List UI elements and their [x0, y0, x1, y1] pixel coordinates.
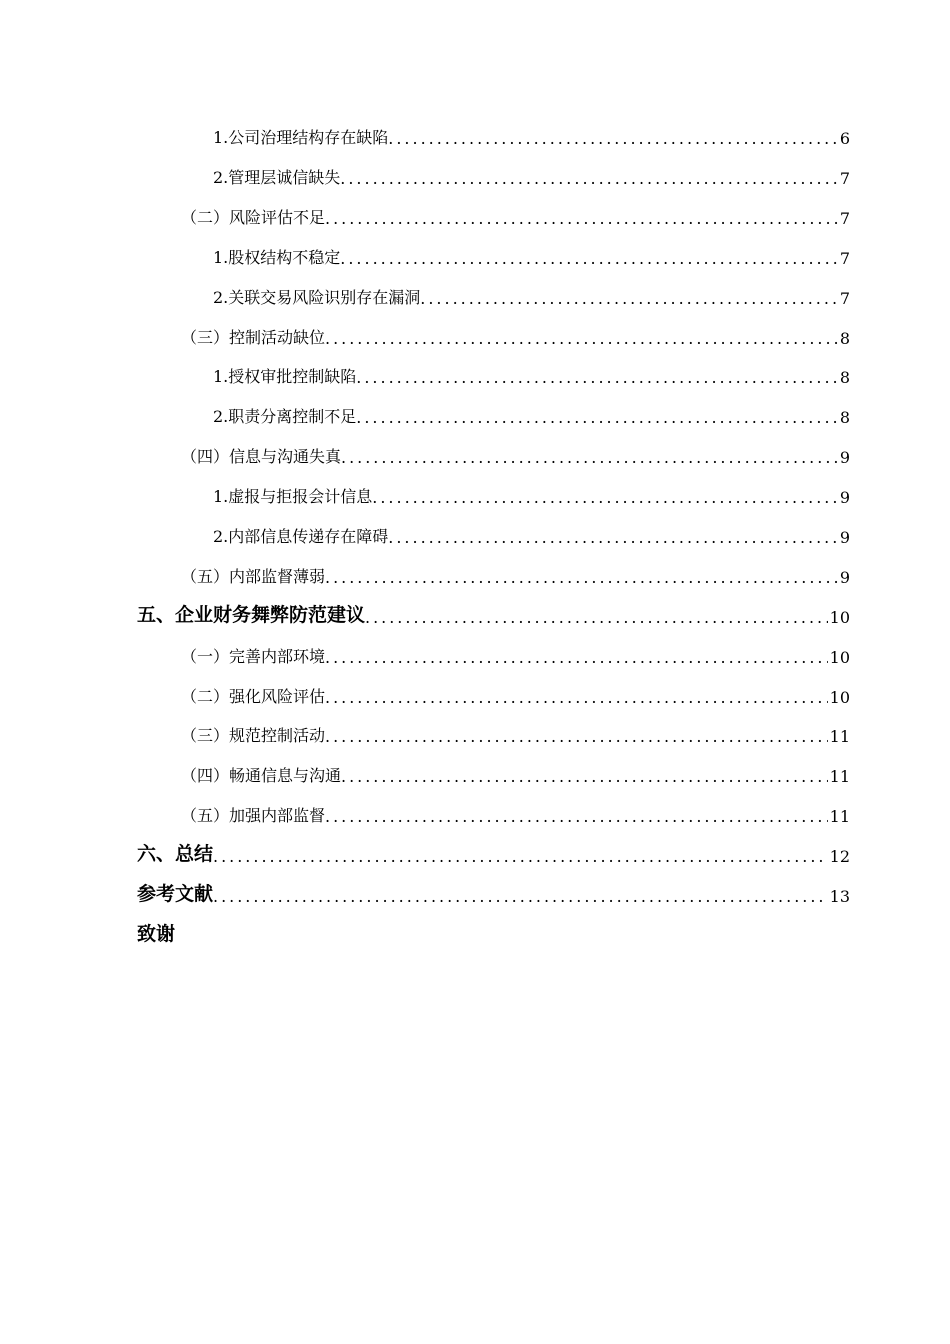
toc-entry[interactable] [213, 361, 850, 391]
toc-entry-title: 2.关联交易风险识别存在漏洞 [213, 288, 421, 307]
toc-entry-page: 9 [839, 568, 850, 587]
toc-entry[interactable] [181, 760, 850, 790]
toc-dot-leader [325, 209, 838, 232]
toc-dot-leader [341, 448, 838, 471]
toc-entry[interactable] [213, 521, 850, 551]
toc-entry[interactable] [213, 282, 850, 312]
toc-entry-title: 五、企业财务舞弊防范建议 [137, 604, 366, 626]
toc-dot-leader [325, 688, 828, 711]
toc-dot-leader [356, 408, 838, 431]
toc-entry-title: （四）信息与沟通失真 [181, 447, 342, 466]
toc-entry-title: 2.内部信息传递存在障碍 [213, 527, 389, 546]
toc-dot-leader [340, 169, 838, 192]
toc-entry-page: 11 [829, 807, 850, 826]
toc-entry-title: 1.授权审批控制缺陷 [213, 367, 357, 386]
toc-entry-title: （五）加强内部监督 [181, 806, 326, 825]
toc-entry[interactable] [137, 601, 850, 631]
toc-entry-page: 7 [839, 209, 850, 228]
toc-dot-leader [388, 528, 838, 551]
toc-dot-leader [325, 329, 838, 352]
toc-dot-leader [213, 887, 828, 910]
toc-entry[interactable] [181, 202, 850, 232]
toc-entry-title: 六、总结 [137, 843, 214, 865]
toc-entry[interactable] [181, 561, 850, 591]
toc-entry[interactable] [213, 481, 850, 511]
toc-entry-page: 11 [829, 727, 850, 746]
toc-dot-leader [325, 648, 828, 671]
toc-entry[interactable] [181, 322, 850, 352]
toc-entry-page: 7 [839, 169, 850, 188]
toc-entry-title: （四）畅通信息与沟通 [181, 766, 342, 785]
toc-dot-leader [388, 129, 838, 152]
toc-entry-page: 8 [839, 408, 850, 427]
toc-entry-page: 11 [829, 767, 850, 786]
toc-entry-page: 10 [829, 608, 850, 627]
toc-entry[interactable] [181, 441, 850, 471]
toc-entry-title: 参考文献 [137, 883, 214, 905]
toc-entry-page: 12 [829, 847, 850, 866]
toc-entry-page: 9 [839, 448, 850, 467]
toc-entry-page: 10 [829, 688, 850, 707]
toc-entry-title: 2.管理层诚信缺失 [213, 168, 341, 187]
toc-entry[interactable] [181, 641, 850, 671]
toc-dot-leader [372, 488, 838, 511]
toc-entry-title: 1.虚报与拒报会计信息 [213, 487, 373, 506]
toc-entry-page: 7 [839, 249, 850, 268]
toc-dot-leader [340, 249, 838, 272]
toc-entry-page: 8 [839, 329, 850, 348]
toc-dot-leader [325, 568, 838, 591]
toc-entry[interactable] [137, 880, 850, 910]
toc-entry[interactable] [213, 401, 850, 431]
toc-entry[interactable] [181, 720, 850, 750]
toc-entry[interactable] [213, 242, 850, 272]
toc-entry-page: 6 [839, 129, 850, 148]
toc-entry-page: 13 [829, 887, 850, 906]
toc-entry-page: 9 [839, 528, 850, 547]
toc-entry-title: （二）风险评估不足 [181, 208, 326, 227]
toc-entry-title: 2.职责分离控制不足 [213, 407, 357, 426]
toc-entry-page: 10 [829, 648, 850, 667]
toc-dot-leader [420, 289, 838, 312]
toc-entry-title: 致谢 [137, 923, 176, 945]
toc-entry-title: 1.股权结构不稳定 [213, 248, 341, 267]
toc-entry-page: 7 [839, 289, 850, 308]
toc-entry[interactable] [181, 681, 850, 711]
toc-entry[interactable] [213, 122, 850, 152]
toc-entry[interactable] [213, 162, 850, 192]
toc-entry[interactable] [137, 920, 850, 950]
toc-entry-title: （二）强化风险评估 [181, 687, 326, 706]
toc-entry-page: 8 [839, 368, 850, 387]
toc-dot-leader [356, 368, 838, 391]
toc-dot-leader [341, 767, 828, 790]
toc-entry-page: 9 [839, 488, 850, 507]
toc-entry-title: （五）内部监督薄弱 [181, 567, 326, 586]
toc-dot-leader [325, 727, 828, 750]
toc-entry[interactable] [181, 800, 850, 830]
toc-entry-title: 1.公司治理结构存在缺陷 [213, 128, 389, 147]
toc-dot-leader [213, 847, 828, 870]
toc-entry-title: （三）规范控制活动 [181, 726, 326, 745]
toc-entry-title: （一）完善内部环境 [181, 647, 326, 666]
toc-entry[interactable] [137, 840, 850, 870]
toc-dot-leader [365, 608, 828, 631]
toc-dot-leader [325, 807, 828, 830]
toc-entry-title: （三）控制活动缺位 [181, 328, 326, 347]
